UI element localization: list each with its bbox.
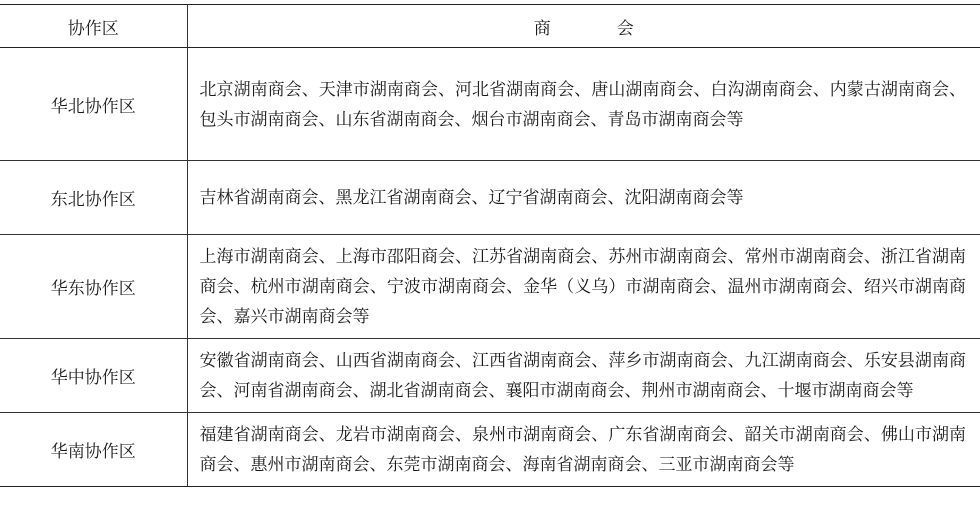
region-cell: 华南协作区: [0, 413, 187, 487]
region-cell: 华东协作区: [0, 235, 187, 339]
chambers-cell: 上海市湖南商会、上海市邵阳商会、江苏省湖南商会、苏州市湖南商会、常州市湖南商会、浙江省湖南商会、杭州市湖南商会、宁波市湖南商会、金华（义乌）市湖南商会、温州市湖南商会、绍兴市湖南商会、嘉兴市湖南商会等: [187, 235, 980, 339]
header-chambers: [187, 5, 980, 48]
table-row: [0, 48, 980, 161]
header-chambers-part2: 会: [616, 18, 634, 39]
header-region: 协作区: [0, 5, 187, 48]
chambers-cell: 安徽省湖南商会、山西省湖南商会、江西省湖南商会、萍乡市湖南商会、九江湖南商会、乐安县湖南商会、河南省湖南商会、湖北省湖南商会、襄阳市湖南商会、荆州市湖南商会、十堰市湖南商会等: [187, 339, 980, 413]
region-cell: 东北协作区: [0, 161, 187, 235]
table-header-row: [0, 5, 980, 48]
region-cell: 华中协作区: [0, 339, 187, 413]
chamber-table: [0, 4, 980, 487]
header-chambers-part1: 商: [533, 18, 551, 39]
region-cell: 华北协作区: [0, 48, 187, 161]
table-row: [0, 235, 980, 339]
chambers-cell: 福建省湖南商会、龙岩市湖南商会、泉州市湖南商会、广东省湖南商会、韶关市湖南商会、佛山市湖南商会、惠州市湖南商会、东莞市湖南商会、海南省湖南商会、三亚市湖南商会等: [187, 413, 980, 487]
table-row: [0, 339, 980, 413]
table-row: [0, 161, 980, 235]
table-row: [0, 413, 980, 487]
chambers-cell: 吉林省湖南商会、黑龙江省湖南商会、辽宁省湖南商会、沈阳湖南商会等: [187, 161, 980, 235]
chambers-cell: 北京湖南商会、天津市湖南商会、河北省湖南商会、唐山湖南商会、白沟湖南商会、内蒙古湖南商会、包头市湖南商会、山东省湖南商会、烟台市湖南商会、青岛市湖南商会等: [187, 48, 980, 161]
